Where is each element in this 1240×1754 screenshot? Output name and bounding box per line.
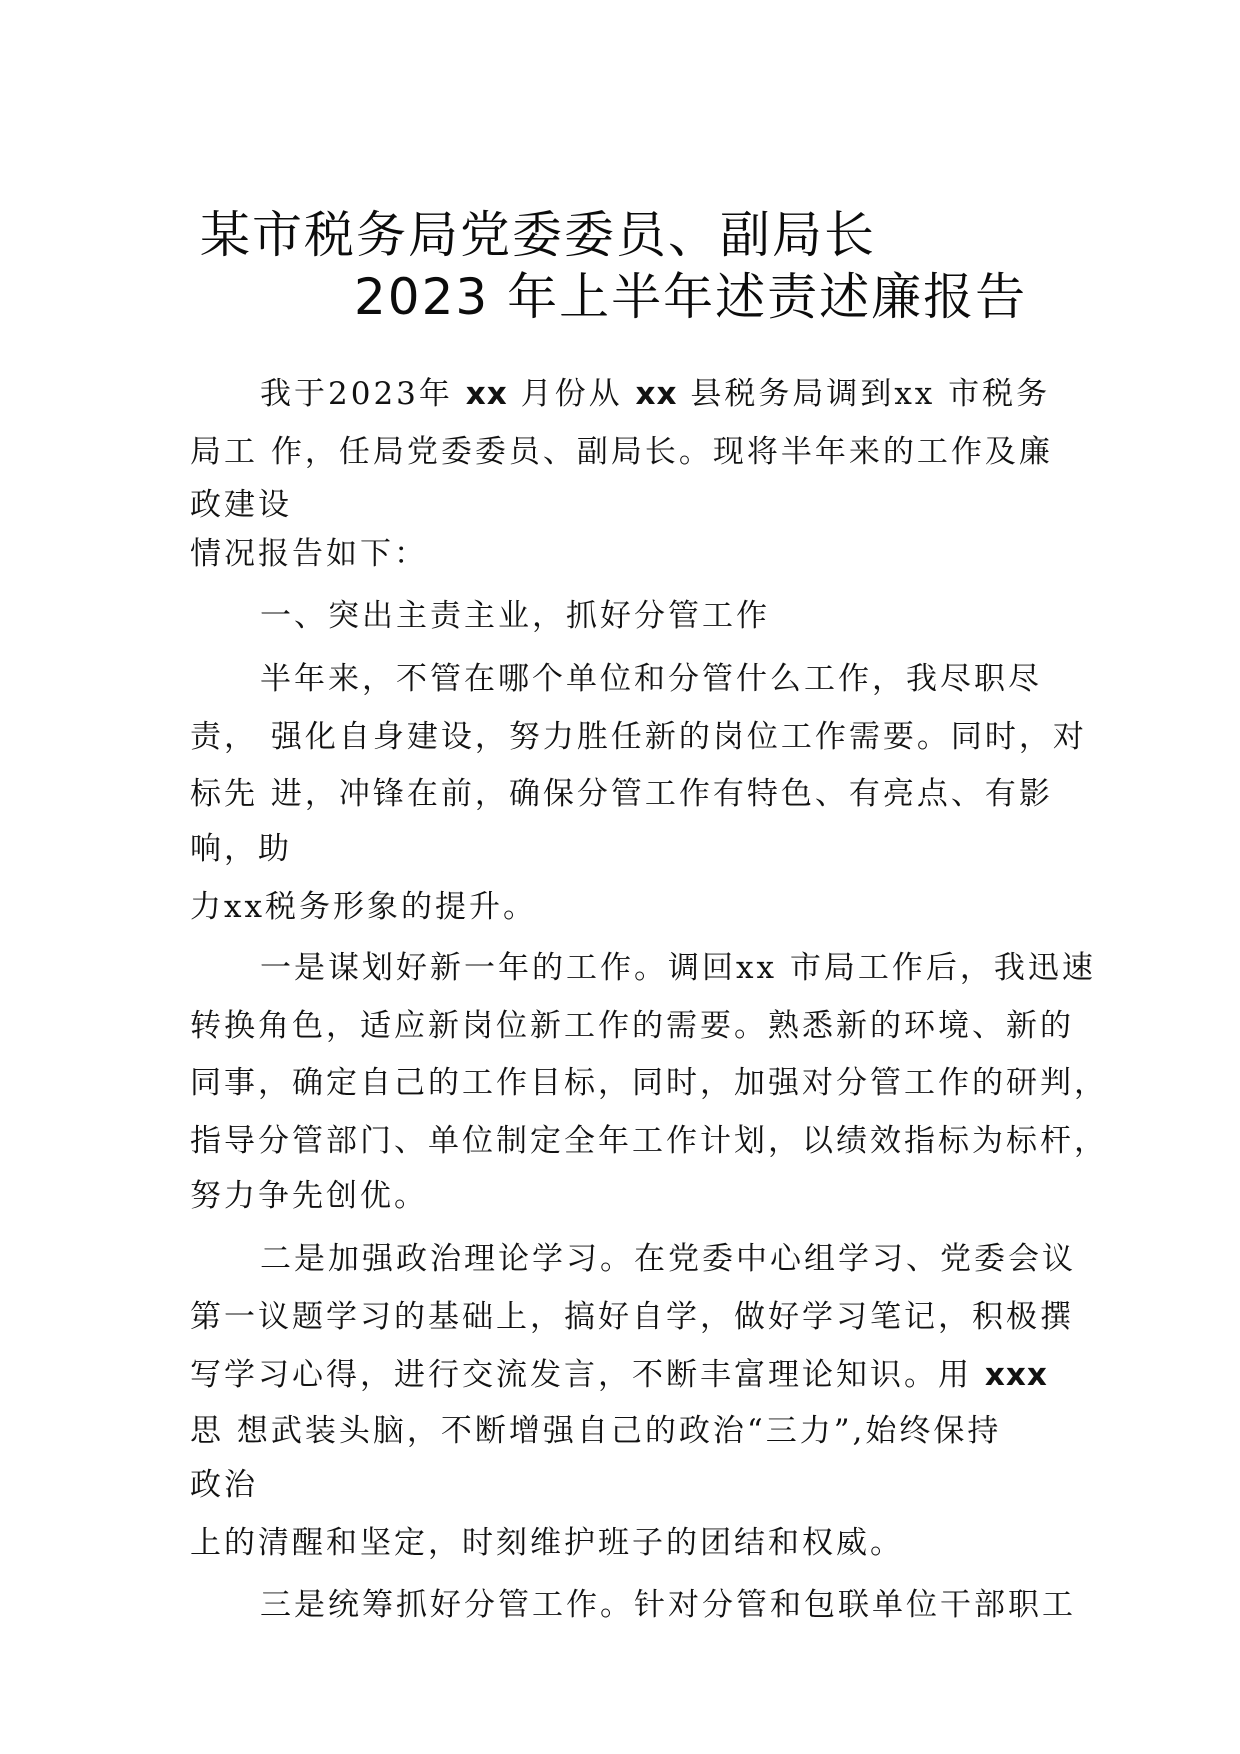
paragraph-line: 思 想武装头脑，不断增强自己的政治“三力”,始终保持 bbox=[190, 1413, 1002, 1449]
paragraph-line: 第一议题学习的基础上，搞好自学，做好学习笔记，积极撰 bbox=[190, 1299, 1074, 1335]
paragraph-line: 半年来，不管在哪个单位和分管什么工作，我尽职尽 bbox=[260, 661, 1042, 697]
paragraph-line: 指导分管部门、单位制定全年工作计划，以绩效指标为标杆， bbox=[190, 1123, 1108, 1159]
bold-placeholder: xx bbox=[635, 376, 678, 412]
paragraph-line bbox=[260, 376, 1051, 412]
paragraph-line: 响，助 bbox=[190, 831, 292, 867]
bold-placeholder: xxx bbox=[984, 1357, 1048, 1393]
text-span: 月份从 bbox=[507, 376, 636, 412]
text-span: 我于2023年 bbox=[260, 376, 466, 412]
report-title-line-2: 2023 年上半年述责述廉报告 bbox=[354, 268, 1028, 326]
paragraph-line: 情况报告如下： bbox=[190, 536, 428, 572]
paragraph-line: 一是谋划好新一年的工作。调回xx 市局工作后，我迅速 bbox=[260, 950, 1096, 986]
report-title-line-1: 某市税务局党委委员、副局长 bbox=[200, 206, 876, 264]
paragraph-line: 上的清醒和坚定，时刻维护班子的团结和权威。 bbox=[190, 1525, 904, 1561]
paragraph-line: 政治 bbox=[190, 1467, 258, 1503]
paragraph-line: 政建设 bbox=[190, 487, 292, 523]
bold-placeholder: xx bbox=[465, 376, 508, 412]
paragraph-line: 努力争先创优。 bbox=[190, 1178, 428, 1214]
paragraph-line: 同事，确定自己的工作目标，同时，加强对分管工作的研判， bbox=[190, 1065, 1108, 1101]
paragraph-line: 三是统筹抓好分管工作。针对分管和包联单位干部职工 bbox=[260, 1587, 1076, 1623]
paragraph-line: 责， 强化自身建设，努力胜任新的岗位工作需要。同时，对 bbox=[190, 719, 1087, 755]
text-span: 县税务局调到xx 市税务 bbox=[677, 376, 1051, 412]
section-heading: 一、突出主责主业，抓好分管工作 bbox=[260, 598, 770, 634]
paragraph-line: 标先 进，冲锋在前，确保分管工作有特色、有亮点、有影 bbox=[190, 776, 1053, 812]
paragraph-line bbox=[190, 1357, 1048, 1393]
paragraph-line: 力xx税务形象的提升。 bbox=[190, 889, 537, 925]
text-span: 写学习心得，进行交流发言，不断丰富理论知识。用 bbox=[190, 1357, 985, 1393]
paragraph-line: 转换角色，适应新岗位新工作的需要。熟悉新的环境、新的 bbox=[190, 1008, 1074, 1044]
paragraph-line: 局工 作，任局党委委员、副局长。现将半年来的工作及廉 bbox=[190, 434, 1053, 470]
paragraph-line: 二是加强政治理论学习。在党委中心组学习、党委会议 bbox=[260, 1241, 1076, 1277]
